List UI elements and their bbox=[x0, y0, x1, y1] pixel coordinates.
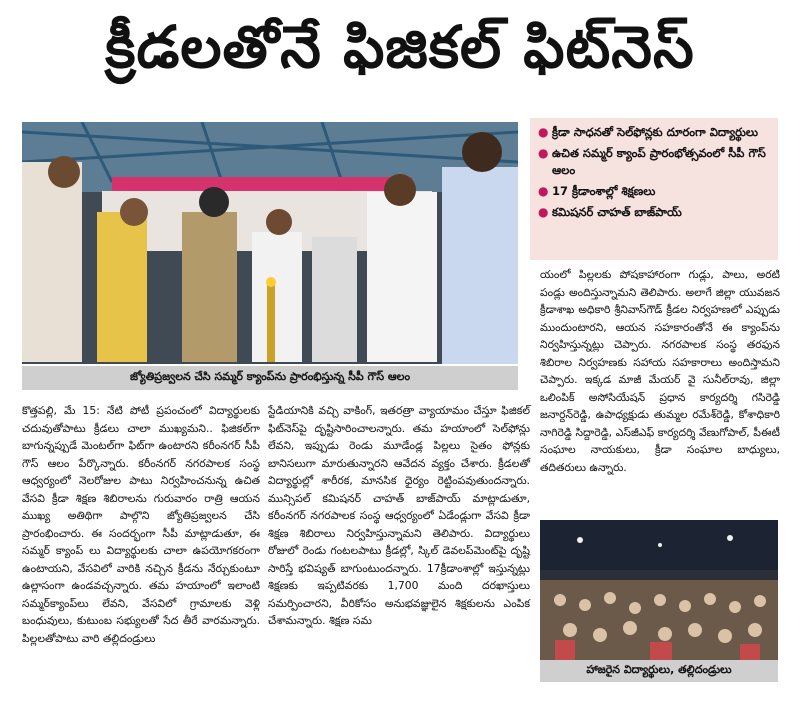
photo-caption-2: హాజరైన విద్యార్థులు, తల్లిదండ్రులు bbox=[540, 660, 778, 682]
audience-photo bbox=[540, 520, 778, 660]
photo-caption: జ్యోతిప్రజ్వలన చేసి సమ్మర్ క్యాంప్‌ను ప్రారంభిస్తున్న సీపీ గౌస్ ఆలం bbox=[22, 366, 518, 390]
highlight-text: 17 క్రీడాంశాల్లో శిక్షణలు bbox=[552, 184, 656, 198]
article-text: కొత్తపల్లి, మే 15: నేటి పోటీ ప్రపంచంలో విద్యార్థులకు చదువుతోపాటు క్రీడలు చాలా ముఖ్యమని.. ఫిజికల్‌గా బాగున్నప్పుడే మెంటల్‌గా ఫిట్‌గా ఉంటారని కరీంనగర్ సీపీ గౌస్ ఆలం పేర్కొన్నారు. కరీంనగర్ నగరపాలక సంస్థ ఆధ్వర్యంలో నెలరోజుల పాటు నిర్వహించనున్న ఉచిత వేసవి క్రీడా శిక్షణ శిబిరాలను గురువారం రాత్రి ఆయన ముఖ్య అతిథిగా పాల్గొని జ్యోతిప్రజ్వలన చేసి ప్రారంభించారు. ఈ సందర్భంగా సీపీ మాట్లాడుతూ, ఈ సమ్మర్ క్యాంప్ లు విద్యార్థులకు చాలా ఉపయోగకరంగా ఉంటాయని, వేసవిలో వారికి నచ్చిన క్రీడను నేర్చుకుంటూ ఉల్లాసంగా ఉండవచ్చన్నారు. తమ హయాంలో ఇలాంటి సమ్మర్‌క్యాంప్‌లు లేవని, వేసవిలో గ్రామాలకు వెళ్లి బంధువులు, కుటుంబ సభ్యులతో సేద తీరే వారమన్నారు. పిల్లలతోపాటు వారి తల్లిదండ్రులు bbox=[22, 404, 260, 645]
headline: క్రీడలతోనే ఫిజికల్ ఫిట్‌నెస్ bbox=[105, 12, 695, 81]
highlights-box bbox=[530, 118, 778, 260]
article-column-2 bbox=[268, 402, 530, 630]
highlight-item bbox=[538, 145, 770, 179]
inauguration-photo bbox=[22, 122, 518, 364]
article-column-1 bbox=[22, 402, 260, 647]
highlight-item bbox=[538, 124, 770, 141]
bullet-icon: ● bbox=[538, 125, 549, 139]
article-column-3 bbox=[540, 266, 780, 476]
highlight-text: క్రీడా సాధనతో సెల్‌ఫోన్లకు దూరంగా విద్యార్థులు bbox=[552, 125, 759, 139]
highlight-text: ఉచిత సమ్మర్ క్యాంప్ ప్రారంభోత్సవంలో సీపీ గౌస్ ఆలం bbox=[552, 146, 766, 177]
highlight-item bbox=[538, 183, 770, 200]
bullet-icon: ● bbox=[538, 146, 549, 160]
highlight-text: కమిషనర్ చాహత్ బాజ్‌పాయ్ bbox=[552, 205, 682, 219]
bullet-icon: ● bbox=[538, 205, 549, 219]
article-text: యంలో పిల్లలకు పోషకాహారంగా గుడ్లు, పాలు, అరటి పండ్లు అందిస్తున్నామని తెలిపారు. అలాగే జిల్లా యువజన క్రీడాశాఖ అధికారి శ్రీనివాస్‌గౌడ్ క్రీడల నిర్వహణలో ఎప్పుడు ముందుంటారని, ఆయన సహకారంతోనే ఈ క్యాంప్‌ను నిర్వహిస్తున్నట్లు చెప్పారు. నగరపాలక సంస్థ తరఫున శిబిరాల నిర్వహణకు సహాయ సహకారాలు అందిస్తామని చెప్పారు. ఇక్కడ మాజీ మేయర్ వై సునీల్‌రావు, జిల్లా ఒలింపిక్ అసోసియేషన్ ప్రధాన కార్యదర్శి గసిరెడ్డి జనార్దన్‌రెడ్డి, ఉపాధ్యక్షుడు తుమ్మల రమేశ్‌రెడ్డి, కోశాధికారి నాగిరెడ్డి సిద్దారెడ్డి, ఎస్‌జీఎఫ్ కార్యదర్శి వేణుగోపాల్, పీఈటీ సంఘాల నాయకులు, క్రీడా సంఘాల బాధ్యులు, తదితరులు ఉన్నారు. bbox=[540, 268, 780, 474]
bullet-icon: ● bbox=[538, 184, 549, 198]
article-text: స్టేడియానికి వచ్చి వాకింగ్, ఇతరత్రా వ్యాయామం చేస్తూ ఫిజికల్ ఫిట్‌నెస్‌పై దృష్టిసారించాలన్నారు. తమ హయాంలో సెల్‌ఫోన్లు లేవని, ఇప్పుడు రెండు మూడేండ్ల పిల్లలు సైతం ఫోన్లకు బానిసలుగా మారుతున్నారని ఆవేదన వ్యక్తం చేశారు. క్రీడలతో విద్యార్థుల్లో శారీరక, మానసిక ధైర్యం రెట్టింపవుతుందన్నారు. మున్సిపల్ కమిషనర్ చాహత్ బాజ్‌పాయ్ మాట్లాడుతూ, కరీంనగర్ నగరపాలక సంస్థ ఆధ్వర్యంలో ఏడేండ్లుగా వేసవి క్రీడా శిక్షణ శిబిరాలు నిర్వహిస్తున్నామని తెలిపారు. విద్యార్థులు రోజులో రెండు గంటలపాటు క్రీడల్లో, స్కిల్ డెవలప్‌మెంట్‌పై దృష్టి సారిస్తే భవిష్యత్ బాగుంటుందన్నారు. 17క్రీడాంశాల్లో ఇస్తున్నట్లు శిక్షణకు ఇప్పటివరకు 1,700 మంది దరఖాస్తులు సమర్పించారని, వీరికోసం అనుభవజ్ఞులైన శిక్షకులను ఎంపిక చేశామన్నారు. శిక్షణ సమ bbox=[268, 404, 530, 627]
highlight-item bbox=[538, 204, 770, 221]
